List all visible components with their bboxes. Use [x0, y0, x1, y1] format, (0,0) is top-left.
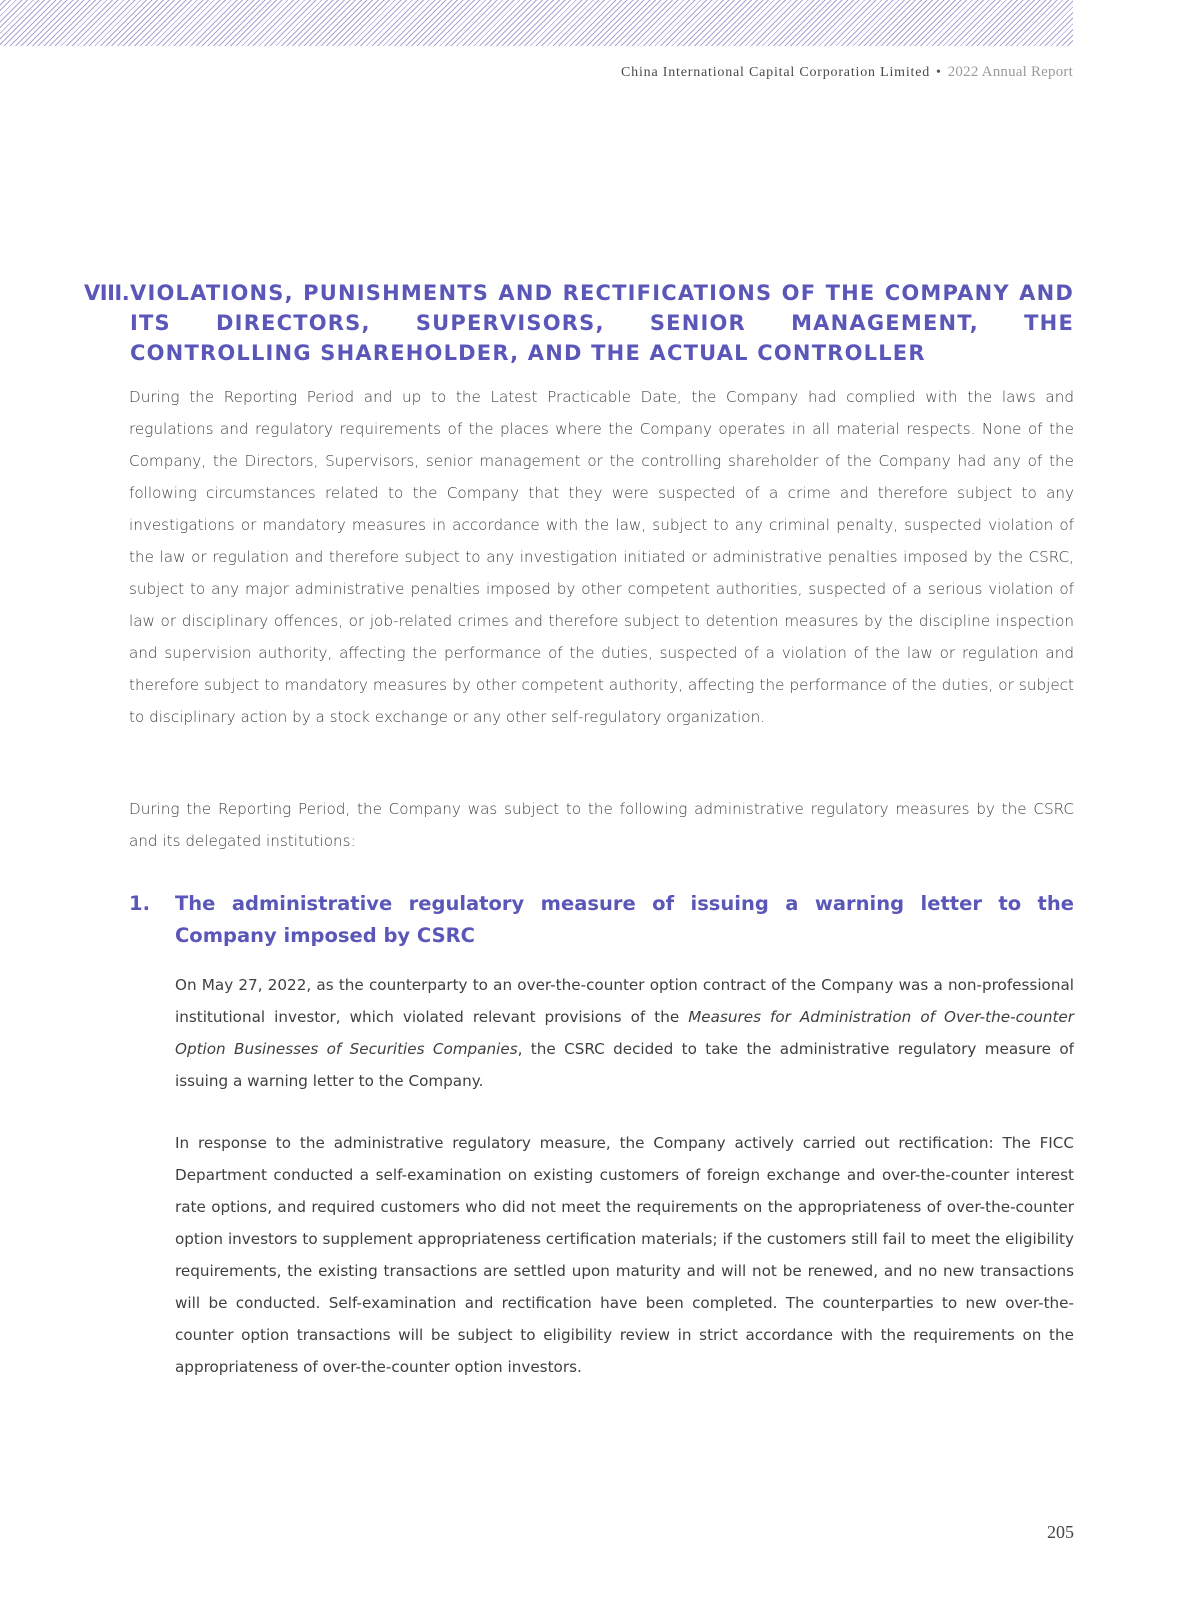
subsection-paragraph-warning-letter — [175, 969, 1074, 1097]
section-number: VIII. — [84, 281, 130, 305]
header-company-name: China International Capital Corporation Limited — [621, 65, 931, 80]
subsection-heading — [129, 888, 1074, 952]
section-paragraph-compliance: During the Reporting Period and up to the Latest Practicable Date, the Company had complied with the laws and regulations and regulatory requirements of the places where the Company operates in all material respects. None of the Company, the Directors, Supervisors, senior management or the controlling shareholder of the Company had any of the following circumstances related to the Company that they were suspected of a crime and therefore subject to any investigations or mandatory measures in accordance with the law, subject to any criminal penalty, suspected violation of the law or regulation and therefore subject to any investigation initiated or administrative penalties imposed by the CSRC, subject to any major administrative penalties imposed by other competent authorities, suspected of a serious violation of law or disciplinary offences, or job-related crimes and therefore subject to detention measures by the discipline inspection and supervision authority, affecting the performance of the duties, suspected of a violation of the law or regulation and therefore subject to mandatory measures by other competent authority, affecting the performance of the duties, or subject to disciplinary action by a stock exchange or any other self-regulatory organization. — [129, 388, 1074, 726]
header-report-title: 2022 Annual Report — [947, 64, 1073, 80]
page-number: 205 — [1047, 1522, 1074, 1542]
subsection-paragraph-rectification: In response to the administrative regulatory measure, the Company actively carried out rectification: The FICC Department conducted a self-examination on existing customers of foreign exchange and over-the-counter interest rate options, and required customers who did not meet the requirements on the appropriateness of over-the-counter option investors to supplement appropriateness certification materials; if the customers still fail to meet the eligibility requirements, the existing transactions are settled upon maturity and will not be renewed, and no new transactions will be conducted. Self-examination and rectification have been completed. The counterparties to new over-the-counter option transactions will be subject to eligibility review in strict accordance with the requirements on the appropriateness of over-the-counter option investors. — [175, 1134, 1074, 1376]
header-separator-bullet: • — [936, 65, 942, 80]
running-header — [621, 64, 1073, 81]
paragraph-text-before: On May 27, 2022, as the counterparty to an over-the-counter option contract of the Company was a non-professional institutional investor, which violated relevant provisions of the — [175, 976, 1074, 1026]
decorative-hatch-band — [0, 0, 1073, 46]
paragraph-text-after: , the CSRC decided to take the administrative regulatory measure of issuing a warning letter to the Company. — [175, 1040, 1074, 1090]
section-paragraph-regulatory-measures: During the Reporting Period, the Company was subject to the following administrative regulatory measures by the CSRC and its delegated institutions: — [129, 800, 1074, 850]
subsection-number: 1. — [129, 892, 150, 915]
subsection-title: The administrative regulatory measure of issuing a warning letter to the Company imposed by CSRC — [175, 892, 1074, 947]
section-heading — [84, 278, 1074, 368]
regulation-title-italic: Measures for Administration of Over-the-counter Option Businesses of Securities Companies — [175, 1008, 1075, 1058]
section-title: VIOLATIONS, PUNISHMENTS AND RECTIFICATIONS OF THE COMPANY AND ITS DIRECTORS, SUPERVISORS, SENIOR MANAGEMENT, THE CONTROLLING SHAREHOLDER, AND THE ACTUAL CONTROLLER — [130, 281, 1074, 365]
